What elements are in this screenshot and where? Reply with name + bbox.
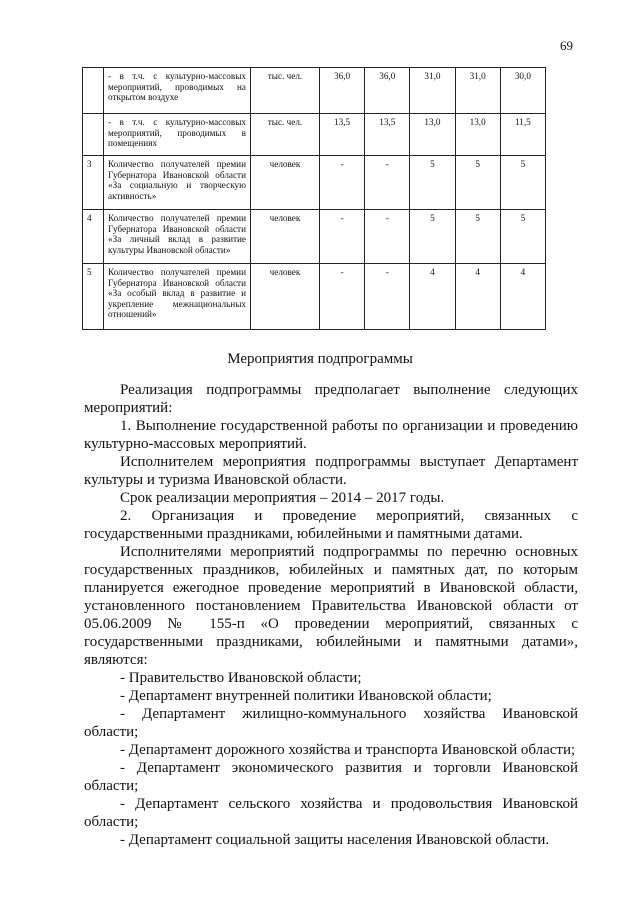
unit-cell: человек bbox=[251, 156, 320, 210]
body-text bbox=[84, 381, 578, 849]
value-cell: - bbox=[365, 264, 410, 330]
unit-cell: тыс. чел. bbox=[251, 114, 320, 156]
value-cell: - bbox=[365, 210, 410, 264]
value-cell: - bbox=[320, 210, 365, 264]
value-cell: 5 bbox=[455, 210, 500, 264]
value-cell: 5 bbox=[500, 156, 545, 210]
row-number: 3 bbox=[83, 156, 104, 210]
indicators-table bbox=[82, 67, 546, 330]
list-item: - Правительство Ивановской области; bbox=[120, 670, 362, 686]
value-cell: - bbox=[320, 264, 365, 330]
list-item: - Департамент жилищно-коммунального хозяйства Ивановской области; bbox=[84, 706, 578, 740]
table-row bbox=[83, 210, 546, 264]
row-number: 5 bbox=[83, 264, 104, 330]
unit-cell: тыс. чел. bbox=[251, 68, 320, 114]
indicator-name: Количество получателей премии Губернатора Ивановской области «За особый вклад в развитие и укрепление межнациональных отношений» bbox=[104, 264, 251, 330]
paragraph: Исполнителями мероприятий подпрограммы по перечню основных государственных праздников, юбилейных и памятных дат, по которым планируется ежегодное проведение мероприятий в Ивановской области, установленного постановлением Правительства Ивановской области от 05.06.2009 № 155-п «О проведении мероприятий, связанных с государственными праздниками, юбилейными и памятными датами», являются: bbox=[84, 544, 578, 668]
value-cell: 5 bbox=[410, 210, 455, 264]
indicator-name: - в т.ч. с культурно-массовых мероприятий, проводимых в помещениях bbox=[104, 114, 251, 156]
value-cell: 4 bbox=[500, 264, 545, 330]
list-item: - Департамент дорожного хозяйства и транспорта Ивановской области; bbox=[120, 742, 576, 758]
value-cell: - bbox=[320, 156, 365, 210]
value-cell: 13,5 bbox=[320, 114, 365, 156]
list-item: - Департамент сельского хозяйства и продовольствия Ивановской области; bbox=[84, 796, 578, 830]
table-row bbox=[83, 114, 546, 156]
value-cell: 11,5 bbox=[500, 114, 545, 156]
section-title: Мероприятия подпрограммы bbox=[227, 351, 413, 367]
table-row bbox=[83, 68, 546, 114]
value-cell: 5 bbox=[410, 156, 455, 210]
value-cell: 5 bbox=[500, 210, 545, 264]
indicator-name: Количество получателей премии Губернатора Ивановской области «За личный вклад в развитие культуры Ивановской области» bbox=[104, 210, 251, 264]
paragraph: Срок реализации мероприятия – 2014 – 2017 годы. bbox=[120, 490, 445, 506]
page-number: 69 bbox=[560, 38, 573, 53]
value-cell: 36,0 bbox=[320, 68, 365, 114]
paragraph: 2. Организация и проведение мероприятий, связанных с государственными праздниками, юбилейными и памятными датами. bbox=[84, 508, 578, 542]
indicator-name: - в т.ч. с культурно-массовых мероприятий, проводимых на открытом воздухе bbox=[104, 68, 251, 114]
row-number bbox=[83, 68, 104, 114]
table-row bbox=[83, 264, 546, 330]
row-number bbox=[83, 114, 104, 156]
value-cell: 13,5 bbox=[365, 114, 410, 156]
unit-cell: человек bbox=[251, 264, 320, 330]
value-cell: 13,0 bbox=[410, 114, 455, 156]
row-number: 4 bbox=[83, 210, 104, 264]
value-cell: - bbox=[365, 156, 410, 210]
paragraph: Исполнителем мероприятия подпрограммы выступает Департамент культуры и туризма Ивановской области. bbox=[84, 454, 578, 488]
list-item: - Департамент внутренней политики Ивановской области; bbox=[120, 688, 492, 704]
value-cell: 13,0 bbox=[455, 114, 500, 156]
value-cell: 31,0 bbox=[455, 68, 500, 114]
value-cell: 4 bbox=[410, 264, 455, 330]
value-cell: 30,0 bbox=[500, 68, 545, 114]
list-item: - Департамент экономического развития и торговли Ивановской области; bbox=[84, 760, 578, 794]
value-cell: 4 bbox=[455, 264, 500, 330]
paragraph: 1. Выполнение государственной работы по организации и проведению культурно-массовых мероприятий. bbox=[84, 418, 578, 452]
indicator-name: Количество получателей премии Губернатора Ивановской области «За социальную и творческую активность» bbox=[104, 156, 251, 210]
paragraph: Реализация подпрограммы предполагает выполнение следующих мероприятий: bbox=[84, 382, 578, 416]
value-cell: 36,0 bbox=[365, 68, 410, 114]
list-item: - Департамент социальной защиты населения Ивановской области. bbox=[120, 832, 550, 848]
table-row bbox=[83, 156, 546, 210]
unit-cell: человек bbox=[251, 210, 320, 264]
value-cell: 31,0 bbox=[410, 68, 455, 114]
value-cell: 5 bbox=[455, 156, 500, 210]
